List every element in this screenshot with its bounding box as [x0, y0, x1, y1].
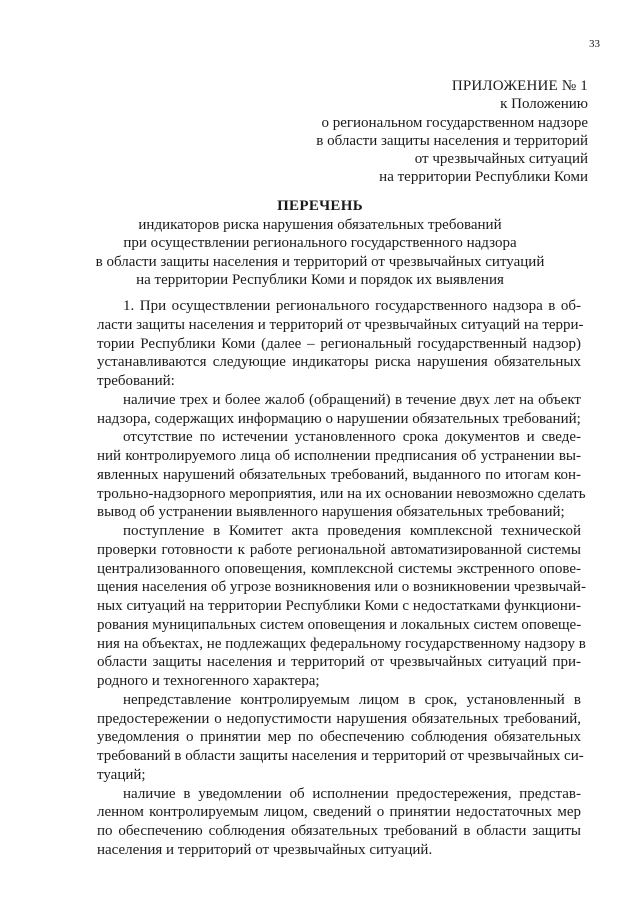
body-line: населения и территорий от чрезвычайных ситуаций.: [97, 841, 433, 858]
document-subtitle-line: при осуществлении регионального государственного надзора: [123, 235, 517, 252]
appendix-title: ПРИЛОЖЕНИЕ № 1: [451, 78, 588, 94]
body-line: трольно-надзорного мероприятия, или на их основании невозможно сделать: [97, 485, 586, 502]
body-line: ний контролируемого лица об исполнении предписания об устранении вы-: [97, 448, 581, 464]
body-line: ния на объектах, не подлежащих федеральному государственному надзору в: [97, 635, 586, 652]
appendix-line: к Положению: [500, 96, 588, 113]
body-line: требований в области защиты населения и территорий от чрезвычайных си-: [97, 748, 584, 764]
appendix-line: от чрезвычайных ситуаций: [414, 151, 588, 168]
document-subtitle-line: индикаторов риска нарушения обязательных требований: [138, 216, 502, 233]
body-line: наличие трех и более жалоб (обращений) в течение двух лет на объект: [123, 391, 581, 408]
body-line: отсутствие по истечении установленного срока документов и сведе-: [123, 429, 581, 446]
body-line: надзора, содержащих информацию о нарушении обязательных требований;: [97, 410, 581, 427]
body-line: проверки готовности к работе региональной автоматизированной системы: [97, 541, 581, 558]
body-line: рования муниципальных систем оповещения и локальных систем оповеще-: [97, 616, 582, 633]
document-subtitle-line: в области защиты населения и территорий от чрезвычайных ситуаций: [95, 253, 545, 270]
appendix-header: [258, 77, 588, 187]
body-line: родного и техногенного характера;: [97, 673, 320, 689]
body-line: ных ситуаций на территории Республики Коми с недостатками функциони-: [97, 598, 581, 614]
appendix-line: о региональном государственном надзоре: [321, 114, 588, 131]
body-line: предостережении о недопустимости нарушения обязательных требований,: [97, 710, 581, 727]
body-line: ленном контролируемым лицом, сведений о принятии недостаточных мер: [97, 804, 581, 821]
document-body: [97, 297, 586, 860]
body-line: области защиты населения и территорий от чрезвычайных ситуаций при-: [97, 654, 581, 671]
body-line: устанавливаются следующие индикаторы риска нарушения обязательных: [97, 354, 581, 371]
body-line: ласти защиты населения и территорий от чрезвычайных ситуаций на терри-: [97, 316, 584, 333]
appendix-line: в области защиты населения и территорий: [316, 132, 588, 149]
body-line: поступление в Комитет акта проведения комплексной технической: [123, 523, 581, 539]
body-line: явленных нарушений обязательных требований, выданного по итогам кон-: [97, 466, 581, 483]
body-line: централизованного оповещения, комплексной системы экстренного опове-: [97, 560, 581, 577]
body-line: щения населения об угрозе возникновения или о возникновении чрезвычай-: [97, 579, 586, 596]
body-line: непредставление контролируемым лицом в срок, установленный в: [123, 691, 581, 708]
body-line: наличие в уведомлении об исполнении предостережения, представ-: [123, 785, 581, 802]
document-subtitle-line: на территории Республики Коми и порядок их выявления: [136, 272, 504, 289]
body-line: 1. При осуществлении регионального государственного надзора в об-: [123, 298, 581, 314]
page-number: 33: [589, 38, 600, 50]
body-line: вывод об устранении выявленного нарушения обязательных требований;: [97, 504, 565, 521]
body-line: тории Республики Коми (далее – региональный государственный надзор): [97, 335, 581, 352]
body-line: туаций;: [97, 766, 146, 783]
appendix-line: на территории Республики Коми: [379, 169, 588, 186]
body-line: по обеспечению соблюдения обязательных требований в области защиты: [97, 823, 581, 839]
document-heading: [60, 197, 580, 290]
body-line: требований:: [97, 373, 175, 389]
document-title: ПЕРЕЧЕНЬ: [277, 198, 363, 214]
body-line: уведомления о принятии мер по обеспечению соблюдения обязательных: [97, 729, 581, 746]
